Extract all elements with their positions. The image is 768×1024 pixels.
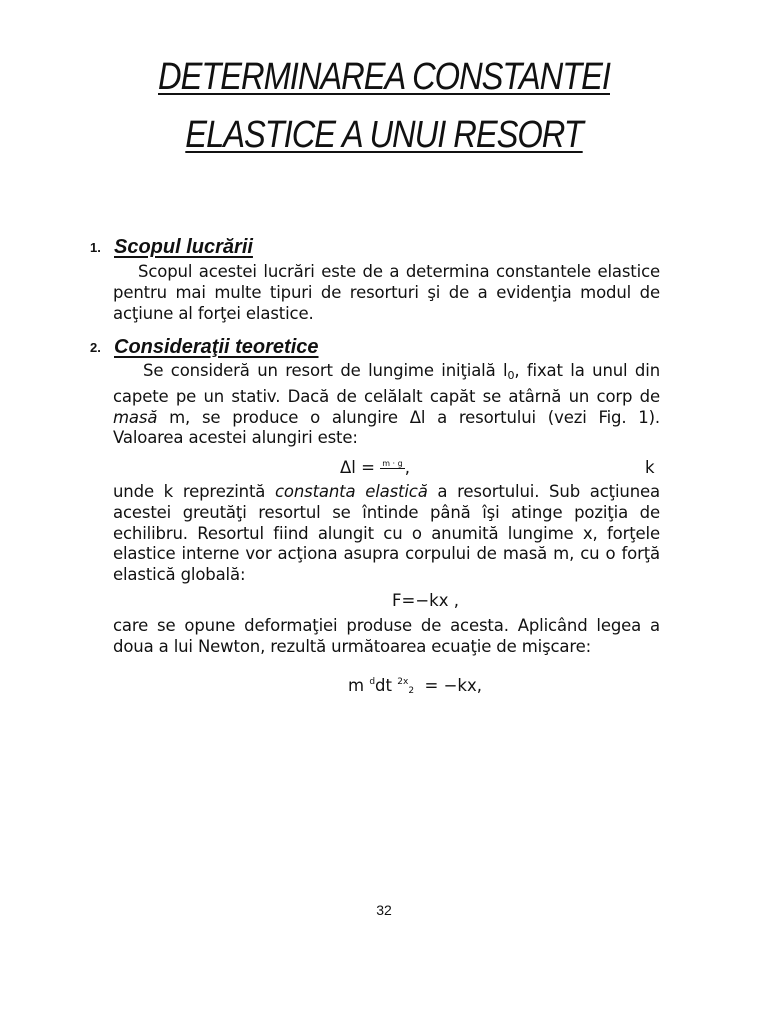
page-title-line-1: DETERMINAREA CONSTANTEI [158,56,610,98]
section-title: Scopul lucrării [114,236,253,258]
equation-lhs: Δl = [340,458,381,477]
page-number: 32 [376,902,392,918]
text-run: a resortului. Sub acţiunea acestei greutăţi resortul se întinde până îşi atinge poziţia de echilibru. Resortul fiind alungit cu o anumită lungime x, forţele elastice interne vor acţiona asupra corpului de masă m, cu o forţă elastică globală: [113,482,660,585]
text-run: Se consideră un resort de lungime iniţială l [143,361,508,380]
equation-denominator-k: k [645,458,655,477]
scope-paragraph: Scopul acestei lucrări este de a determina constantele elastice pentru mai multe tipuri de resorturi şi de a evidenţia modul de acţiune al forţei elastice. [113,262,660,323]
superscript: 2x [397,677,409,687]
section-number: 2. [90,340,101,355]
equation-dt: dt [375,676,398,695]
section-number: 1. [90,240,101,255]
fraction-numerator: m · g [382,459,403,468]
subscript: 0 [507,369,515,382]
equation-comma: , [404,458,410,477]
subscript: 2 [408,686,415,696]
equation-mass: m [348,676,370,695]
emphasis: constanta elastică [274,482,428,501]
equation-motion [348,676,482,696]
newton-paragraph: care se opune deformaţiei produse de acesta. Aplicând legea a doua a lui Newton, rezultă următoarea ecuaţie de mişcare: [113,616,660,656]
text-run: m, se produce o alungire Δl a resortului (vezi Fig. 1). Valoarea acestei alungiri este: [113,407,660,448]
page-title-line-2: ELASTICE A UNUI RESORT [185,114,583,156]
section-title: Consideraţii teoretice [114,336,319,358]
equation-rhs: = −kx, [414,676,482,695]
equation-elongation [340,458,410,477]
text-run: unde k reprezintă [113,482,275,501]
equation-force: F=−kx , [392,591,459,610]
emphasis: masă [113,407,158,427]
theory-paragraph [113,361,660,449]
superscript: d [369,677,376,687]
text-run: , fixat la unul din capete pe un stativ. Dacă de celălalt capăt se atârnă un corp de [113,361,661,406]
constant-paragraph [113,482,660,586]
